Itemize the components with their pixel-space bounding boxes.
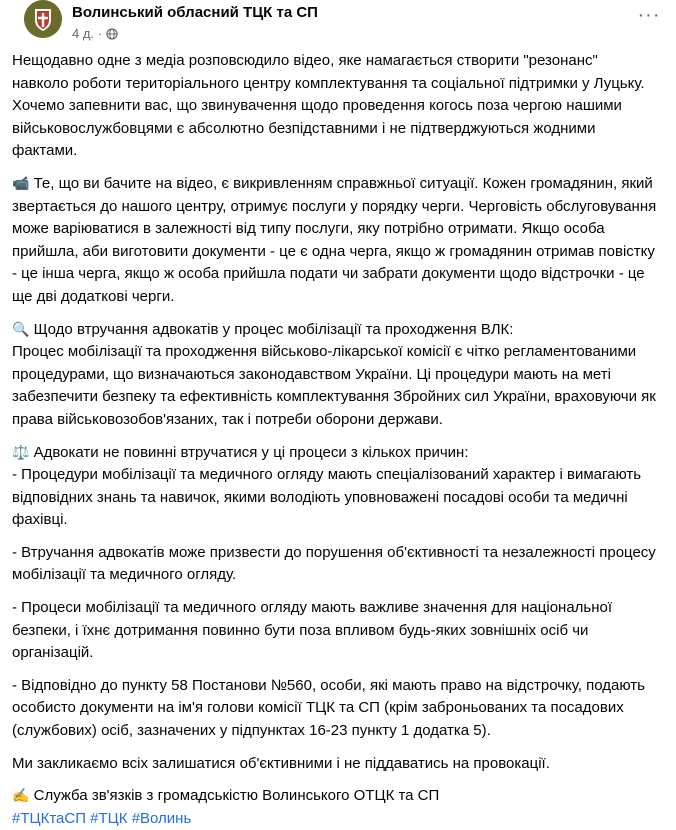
emblem-icon [24, 0, 62, 38]
paragraph-text: - Відповідно до пункту 58 Постанови №560, особи, які мають право на відстрочку, подають особисто документи на ім'я голови комісії ТЦК та СП (крім заброньованих та посадових (службових) осіб, зазначених у підпунктах 16-23 пункту 1 додатка 5). [12, 676, 650, 740]
paragraph-text: Ми закликаємо всіх залишатися об'єктивними і не піддаватись на провокації. [12, 754, 550, 772]
hashtag-link[interactable]: #Волинь [131, 809, 192, 827]
video-camera-icon: 📹 [12, 175, 30, 192]
post-paragraph [12, 173, 661, 309]
hashtag-link[interactable]: #ТЦКтаСП [12, 809, 86, 827]
post-paragraph [12, 753, 658, 776]
post-paragraph [12, 542, 658, 587]
hashtags [12, 808, 658, 830]
page-avatar[interactable] [24, 0, 62, 38]
paragraph-text: - Втручання адвокатів може призвести до порушення об'єктивності та незалежності процесу мобілізації та медичного огляду. [12, 543, 660, 584]
globe-icon [106, 28, 118, 40]
signature-text: Служба зв'язків з громадськістю Волинського ОТЦК та СП [29, 787, 440, 805]
writing-hand-icon: ✍️ [12, 788, 30, 805]
post-paragraph [12, 675, 658, 743]
more-options-icon[interactable]: ··· [637, 4, 661, 26]
post-paragraph [12, 442, 658, 532]
signature [12, 785, 658, 808]
meta-separator: · [98, 26, 103, 41]
paragraph-text: Те, що ви бачите на відео, є викривленням справжньої ситуації. Кожен громадянин, який звертається до нашого центру, отримує послуги у порядку черги. Черговість обслуговування може варіюватися в залежності від типу послуги, яку потрібно отримати. Якщо особа прийшла, аби виготовити документи - це є одна черга, якщо ж громадянин отримав повістку - це інша черга, якщо ж особа прийшла подати чи забрати документи щодо відстрочки - це ще дві додаткові черги. [12, 174, 661, 305]
post-paragraph [12, 597, 658, 665]
paragraph-text: Щодо втручання адвокатів у процес мобілізації та проходження ВЛК: Процес мобілізації та проходження військово-лікарської комісії є чітко регламентованими процедурами, що визначаються законодавством України. Ці процедури мають на меті забезпечити безпеку та ефективність комплектування Збройних сил України, враховуючи як права військовозобов'язаних, так і потреби оборони держави. [12, 320, 656, 428]
magnifier-icon: 🔍 [12, 321, 30, 338]
post-paragraph [12, 50, 658, 163]
paragraph-text: Нещодавно одне з медіа розповсюдило відео, яке намагається створити "резонанс" навколо роботи територіального центру комплектування та соціальної підтримки у Луцьку. Хочемо запевнити вас, що звинувачення щодо проведення когось поза чергою нашими військовослужбовцями є абсолютно безпідставними і не підтверджуються жодними фактами. [12, 52, 649, 160]
scales-icon: ⚖️ [12, 444, 30, 461]
paragraph-text: - Процеси мобілізації та медичного огляду мають важливе значення для національної безпеки, і їхнє дотримання повинно бути поза впливом будь-яких зовнішніх осіб чи організацій. [12, 599, 617, 662]
paragraph-text: Адвокати не повинні втручатися у ці процеси з кількох причин: - Процедури мобілізації та медичного огляду мають спеціалізований характер і вимагають відповідних знань та навичок, якими володіють уповноважені посадові особи та медичні фахівці. [12, 443, 642, 529]
post-meta [72, 26, 118, 41]
page-name[interactable]: Волинський обласний ТЦК та СП [72, 4, 318, 21]
post-paragraph [12, 319, 658, 432]
hashtag-link[interactable]: #ТЦК [90, 809, 128, 827]
post-body [12, 50, 661, 830]
post-time[interactable]: 4 д. [72, 26, 95, 41]
